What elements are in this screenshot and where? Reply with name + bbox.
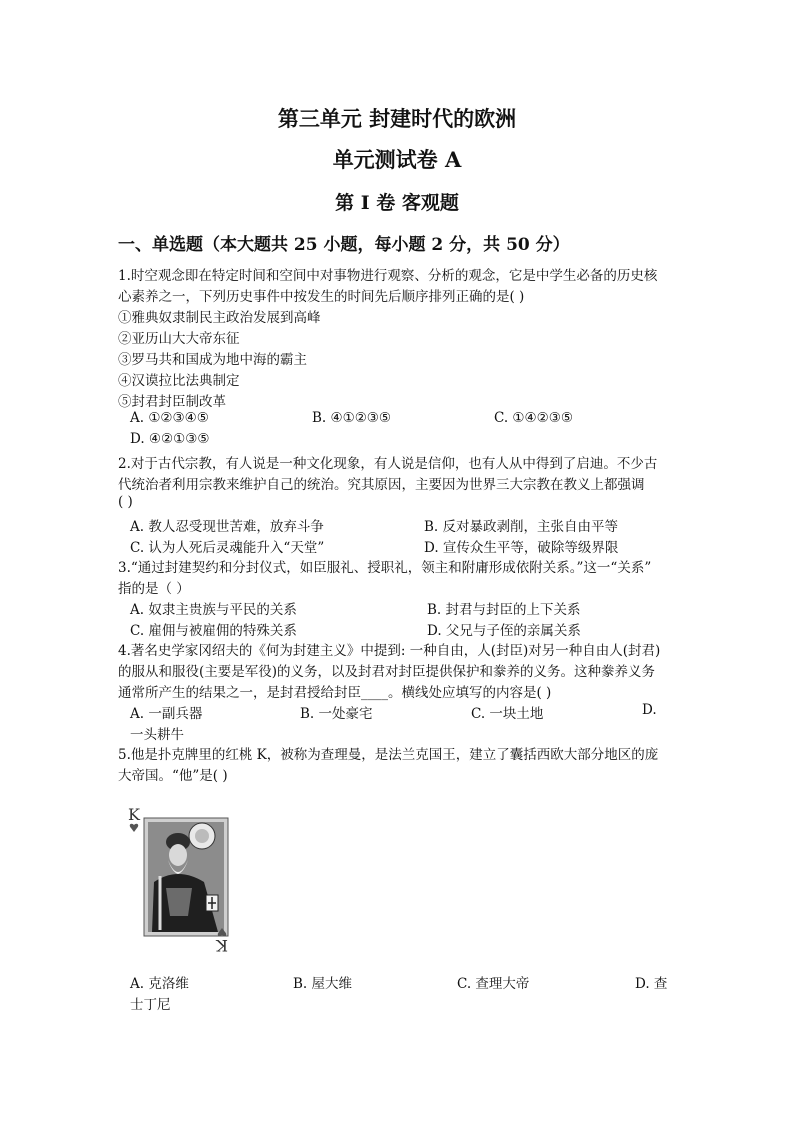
question-1-stem-line: 心素养之一，下列历史事件中按发生的时间先后顺序排列正确的是( ) — [118, 289, 525, 305]
question-2-stem-line: 2.对于古代宗教，有人说是一种文化现象，有人说是信仰，也有人从中得到了启迪。不少古 — [118, 456, 658, 472]
question-1-item: ①雅典奴隶制民主政治发展到高峰 — [118, 310, 321, 326]
question-4-stem-line: 的服从和服役(主要是军役)的义务，以及封君对封臣提供保护和豢养的义务。这种豢养义务 — [118, 664, 656, 680]
card-rank-bottom: K — [216, 936, 228, 955]
question-3-option-b: B. 封君与封臣的上下关系 — [427, 602, 581, 618]
question-4-option-c: C. 一块土地 — [471, 706, 544, 722]
question-5-option-c: C. 查理大帝 — [457, 976, 530, 992]
question-5-option-d: D. 查 — [635, 976, 668, 992]
test-title: 单元测试卷 A — [332, 147, 462, 172]
question-3-stem-line: 指的是（ ） — [118, 581, 190, 597]
question-1-item: ②亚历山大大帝东征 — [118, 331, 240, 347]
question-3-option-a: A. 奴隶主贵族与平民的关系 — [130, 602, 297, 618]
question-1-item: ③罗马共和国成为地中海的霸主 — [118, 352, 307, 368]
question-5-option-b: B. 屋大维 — [293, 976, 353, 992]
question-2-stem-line: ( ) — [118, 494, 133, 510]
question-4-stem-line: 通常所产生的结果之一，是封君授给封臣____。横线处应填写的内容是( ) — [118, 685, 552, 701]
question-3-option-c: C. 雇佣与被雇佣的特殊关系 — [130, 623, 297, 639]
section-title: 一、单选题（本大题共 25 小题，每小题 2 分，共 50 分） — [118, 235, 570, 255]
question-3-option-d: D. 父兄与子侄的亲属关系 — [427, 623, 581, 639]
question-1-item: ⑤封君封臣制改革 — [118, 394, 226, 410]
question-4-option-b: B. 一处豪宅 — [300, 706, 373, 722]
volume-title: 第 I 卷 客观题 — [335, 192, 459, 214]
question-2-option-a: A. 教人忍受现世苦难，放弃斗争 — [130, 519, 324, 535]
question-5-stem-line: 大帝国。“他”是( ) — [118, 768, 228, 784]
question-1-option-d: D. ④②①③⑤ — [130, 431, 210, 447]
question-3-stem-line: 3.“通过封建契约和分封仪式，如臣服礼、授职礼，领主和附庸形成依附关系。”这一“关系” — [118, 560, 652, 576]
question-2-stem-line: 代统治者利用宗教来维护自己的统治。究其原因，主要因为世界三大宗教在教义上都强调 — [118, 477, 645, 493]
question-4-option-d: D. — [642, 702, 657, 718]
question-4-option-a: A. 一副兵器 — [130, 706, 203, 722]
question-4-option-d-text: 一头耕牛 — [130, 727, 184, 743]
question-1-option-a: A. ①②③④⑤ — [130, 410, 209, 426]
question-5-option-a: A. 克洛维 — [130, 976, 189, 992]
question-1-stem-line: 1.时空观念即在特定时间和空间中对事物进行观察、分析的观念，它是中学生必备的历史核 — [118, 268, 658, 284]
question-5-option-d-text: 士丁尼 — [130, 997, 171, 1013]
card-rank-top: K — [128, 805, 140, 824]
king-of-hearts-card-image — [122, 800, 234, 960]
question-1-item: ④汉谟拉比法典制定 — [118, 373, 240, 389]
question-2-option-b: B. 反对暴政剥削，主张自由平等 — [424, 519, 619, 535]
question-1-option-b: B. ④①②③⑤ — [312, 410, 392, 426]
unit-title: 第三单元 封建时代的欧洲 — [277, 106, 517, 131]
question-2-option-c: C. 认为人死后灵魂能升入“天堂” — [130, 540, 325, 556]
question-4-stem-line: 4.著名史学家冈绍夫的《何为封建主义》中提到: 一种自由，人(封臣)对另一种自由人(封君) — [118, 643, 661, 659]
question-1-option-c: C. ①④②③⑤ — [494, 410, 573, 426]
question-5-stem-line: 5.他是扑克牌里的红桃 K，被称为查理曼，是法兰克国王，建立了囊括西欧大部分地区的庞 — [118, 747, 659, 763]
question-2-option-d: D. 宣传众生平等，破除等级界限 — [424, 540, 619, 556]
